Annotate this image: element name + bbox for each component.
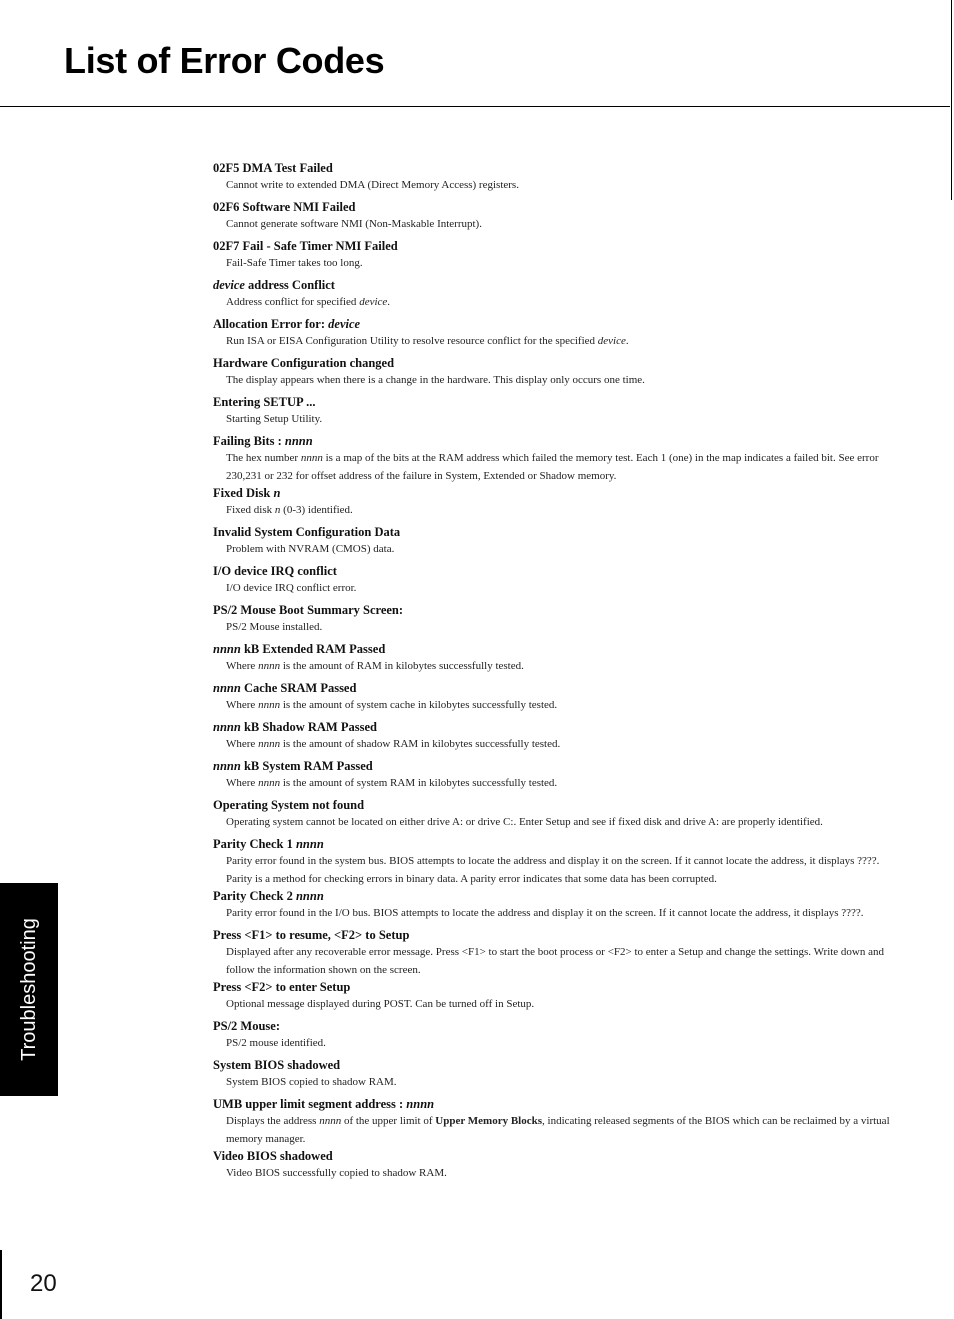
heading-text: Parity Check 2 (213, 889, 296, 903)
heading-text: 02F7 Fail - Safe Timer NMI Failed (213, 239, 398, 253)
description-text: . (625, 335, 629, 347)
error-entry (213, 563, 901, 602)
heading-text: address Conflict (244, 278, 335, 292)
error-entry (213, 602, 901, 641)
variable-placeholder: nnnn (258, 777, 281, 789)
variable-placeholder: device (328, 317, 361, 331)
heading-text: Failing Bits : (213, 434, 285, 448)
error-entry (213, 888, 901, 927)
description-text: is the amount of system RAM in kilobytes successfully tested. (280, 777, 558, 789)
heading-text: I/O device IRQ conflict (213, 564, 337, 578)
description-text: Where (226, 738, 259, 750)
error-heading (213, 927, 901, 944)
heading-text: Parity Check 1 (213, 837, 296, 851)
variable-placeholder: device (597, 335, 626, 347)
heading-text: Press <F2> to enter Setup (213, 980, 351, 994)
page-number: 20 (30, 1270, 57, 1297)
error-heading (213, 394, 901, 411)
heading-text: Press <F1> to resume, <F2> to Setup (213, 928, 410, 942)
error-heading (213, 238, 901, 255)
error-heading (213, 1096, 901, 1113)
error-entry (213, 1057, 901, 1096)
error-heading (213, 797, 901, 814)
error-description (226, 1165, 901, 1187)
error-heading (213, 277, 901, 294)
description-text: of the upper limit of (341, 1115, 436, 1127)
heading-text: Cache SRAM Passed (240, 681, 357, 695)
variable-placeholder: nnnn (213, 759, 241, 773)
description-text: Displayed after any recoverable error message. Press <F1> to start the boot process or <F2> to enter a Setup and change the settings. Write down and follow the information shown on the screen. (226, 946, 885, 976)
error-heading (213, 680, 901, 697)
variable-placeholder: nnnn (319, 1115, 342, 1127)
error-description (226, 736, 901, 758)
error-heading (213, 1057, 901, 1074)
variable-placeholder: nnnn (295, 837, 324, 851)
error-entry (213, 199, 901, 238)
description-text: Parity error found in the system bus. BIOS attempts to locate the address and display it on the screen. If it cannot locate the address, it displays ????. Parity is a method for checking errors in binary data. A parity error indicates that some data has been corrupted. (226, 855, 880, 885)
error-entry (213, 433, 901, 485)
heading-text: kB System RAM Passed (240, 759, 373, 773)
description-text: Fail-Safe Timer takes too long. (226, 257, 363, 269)
error-description (226, 814, 901, 836)
variable-placeholder: n (273, 486, 281, 500)
description-text: Where (226, 660, 259, 672)
error-description (226, 333, 901, 355)
error-entry (213, 1096, 901, 1148)
error-heading (213, 888, 901, 905)
description-text: Parity error found in the I/O bus. BIOS attempts to locate the address and display it on the screen. If it cannot locate the address, it displays ????. (226, 907, 864, 919)
section-tab-label: Troubleshooting (17, 918, 40, 1061)
error-description (226, 502, 901, 524)
description-text: . (387, 296, 391, 308)
variable-placeholder: nnnn (300, 452, 323, 464)
variable-placeholder: nnnn (213, 681, 241, 695)
heading-text: Allocation Error for: (213, 317, 329, 331)
error-heading (213, 485, 901, 502)
error-heading (213, 719, 901, 736)
error-description (226, 697, 901, 719)
heading-text: PS/2 Mouse: (213, 1019, 281, 1033)
variable-placeholder: nnnn (295, 889, 324, 903)
description-text: System BIOS copied to shadow RAM. (226, 1076, 397, 1088)
error-description (226, 1035, 901, 1057)
margin-line (0, 1250, 2, 1319)
variable-placeholder: nnnn (213, 642, 241, 656)
error-heading (213, 1018, 901, 1035)
error-description (226, 450, 901, 485)
description-text: is a map of the bits at the RAM address which failed the memory test. Each 1 (one) in the map indicates a failed bit. See error 230,231 or 232 for offset address of the failure in System, Extended or Shadow memory. (226, 452, 879, 482)
description-text: I/O device IRQ conflict error. (226, 582, 357, 594)
error-description (226, 294, 901, 316)
error-heading (213, 199, 901, 216)
title-divider (0, 106, 950, 107)
emphasis-text: Upper Memory Blocks (435, 1115, 543, 1127)
error-heading (213, 641, 901, 658)
error-heading (213, 316, 901, 333)
error-heading (213, 602, 901, 619)
error-description (226, 658, 901, 680)
heading-text: kB Extended RAM Passed (240, 642, 386, 656)
description-text: Where (226, 699, 259, 711)
error-description (226, 944, 901, 979)
variable-placeholder: nnnn (406, 1097, 435, 1111)
error-entry (213, 927, 901, 979)
error-description (226, 853, 901, 888)
heading-text: Invalid System Configuration Data (213, 525, 401, 539)
error-description (226, 619, 901, 641)
heading-text: PS/2 Mouse Boot Summary Screen: (213, 603, 404, 617)
description-text: The hex number (226, 452, 301, 464)
description-text: Cannot generate software NMI (Non-Maskable Interrupt). (226, 218, 482, 230)
description-text: Fixed disk (226, 504, 275, 516)
page-title: List of Error Codes (64, 40, 385, 81)
error-entry (213, 836, 901, 888)
variable-placeholder: nnnn (213, 720, 241, 734)
error-entry (213, 979, 901, 1018)
description-text: Operating system cannot be located on either drive A: or drive C:. Enter Setup and see if fixed disk and drive A: are properly identified. (226, 816, 823, 828)
description-text: is the amount of RAM in kilobytes successfully tested. (280, 660, 524, 672)
error-heading (213, 758, 901, 775)
description-text: Optional message displayed during POST. Can be turned off in Setup. (226, 998, 535, 1010)
error-heading (213, 355, 901, 372)
error-entry (213, 394, 901, 433)
description-text: Where (226, 777, 259, 789)
error-entry (213, 680, 901, 719)
error-entry (213, 485, 901, 524)
error-description (226, 1113, 901, 1148)
variable-placeholder: device (213, 278, 245, 292)
description-text: PS/2 mouse identified. (226, 1037, 326, 1049)
heading-text: Operating System not found (213, 798, 365, 812)
description-text: The display appears when there is a change in the hardware. This display only occurs one time. (226, 374, 645, 386)
error-heading (213, 979, 901, 996)
error-entry (213, 238, 901, 277)
description-text: Displays the address (226, 1115, 320, 1127)
description-text: is the amount of shadow RAM in kilobytes successfully tested. (280, 738, 561, 750)
error-entry (213, 719, 901, 758)
description-text: (0-3) identified. (280, 504, 353, 516)
error-entry (213, 797, 901, 836)
error-description (226, 177, 901, 199)
error-entry (213, 1018, 901, 1057)
error-description (226, 775, 901, 797)
description-text: Starting Setup Utility. (226, 413, 323, 425)
description-text: is the amount of system cache in kilobytes successfully tested. (280, 699, 558, 711)
error-description (226, 996, 901, 1018)
error-code-list (213, 160, 901, 1187)
error-description (226, 541, 901, 563)
error-heading (213, 433, 901, 450)
error-heading (213, 836, 901, 853)
error-entry (213, 277, 901, 316)
variable-placeholder: nnnn (258, 738, 281, 750)
variable-placeholder: device (359, 296, 388, 308)
description-text: Address conflict for specified (226, 296, 360, 308)
heading-text: Hardware Configuration changed (213, 356, 395, 370)
error-description (226, 580, 901, 602)
variable-placeholder: nnnn (258, 660, 281, 672)
error-entry (213, 524, 901, 563)
error-entry (213, 316, 901, 355)
error-entry (213, 1148, 901, 1187)
heading-text: Entering SETUP ... (213, 395, 316, 409)
heading-text: 02F6 Software NMI Failed (213, 200, 356, 214)
error-description (226, 1074, 901, 1096)
heading-text: Video BIOS shadowed (213, 1149, 333, 1163)
heading-text: Fixed Disk (213, 486, 274, 500)
error-entry (213, 355, 901, 394)
heading-text: kB Shadow RAM Passed (240, 720, 377, 734)
error-heading (213, 563, 901, 580)
section-tab (0, 883, 58, 1096)
variable-placeholder: nnnn (258, 699, 281, 711)
error-heading (213, 524, 901, 541)
page-edge-line (951, 0, 952, 200)
heading-text: UMB upper limit segment address : (213, 1097, 407, 1111)
error-entry (213, 641, 901, 680)
variable-placeholder: n (274, 504, 281, 516)
error-description (226, 411, 901, 433)
heading-text: System BIOS shadowed (213, 1058, 341, 1072)
variable-placeholder: nnnn (284, 434, 313, 448)
description-text: Video BIOS successfully copied to shadow RAM. (226, 1167, 447, 1179)
error-heading (213, 1148, 901, 1165)
error-entry (213, 758, 901, 797)
error-heading (213, 160, 901, 177)
error-description (226, 372, 901, 394)
description-text: Problem with NVRAM (CMOS) data. (226, 543, 395, 555)
description-text: , indicating released segments of the BIOS which can be reclaimed by a virtual memory manager. (226, 1115, 890, 1145)
heading-text: 02F5 DMA Test Failed (213, 161, 333, 175)
description-text: Cannot write to extended DMA (Direct Memory Access) registers. (226, 179, 519, 191)
description-text: Run ISA or EISA Configuration Utility to resolve resource conflict for the specified (226, 335, 598, 347)
error-entry (213, 160, 901, 199)
description-text: PS/2 Mouse installed. (226, 621, 323, 633)
error-description (226, 255, 901, 277)
error-description (226, 216, 901, 238)
error-description (226, 905, 901, 927)
